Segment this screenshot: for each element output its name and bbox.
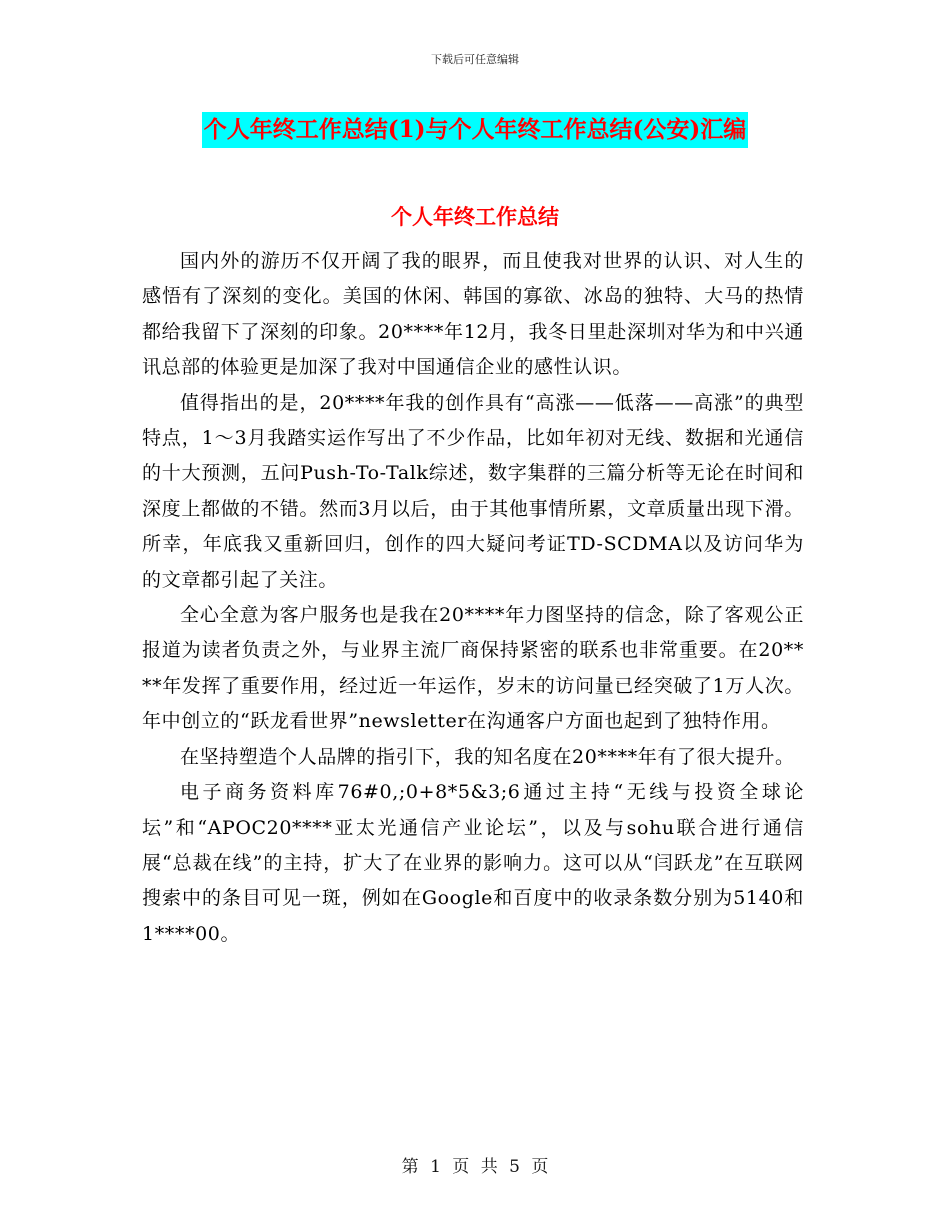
paragraph-4: 在坚持塑造个人品牌的指引下，我的知名度在20****年有了很大提升。 <box>180 745 795 768</box>
page-footer <box>0 1155 950 1179</box>
paragraph-3: 全心全意为客户服务也是我在20****年力图坚持的信念，除了客观公正报道为读者负责之外，与业界主流厂商保持紧密的联系也非常重要。在20****年发挥了重要作用，经过近一年运作，岁末的访问量已经突破了1万人次。年中创立的“跃龙看世界”newsletter在沟通客户方面也起到了独特作用。 <box>142 604 804 733</box>
paragraph-2: 值得指出的是，20****年我的创作具有“高涨——低落——高涨”的典型特点，1～3月我踏实运作写出了不少作品，比如年初对无线、数据和光通信的十大预测，五问Push-To-Talk综述，数字集群的三篇分析等无论在时间和深度上都做的不错。然而3月以后，由于其他事情所累，文章质量出现下滑。所幸，年底我又重新回归，创作的四大疑问考证TD-SCDMA以及访问华为的文章都引起了关注。 <box>142 391 804 591</box>
main-title-container <box>0 112 950 148</box>
paragraph-1: 国内外的游历不仅开阔了我的眼界，而且使我对世界的认识、对人生的感悟有了深刻的变化。美国的休闲、韩国的寡欲、冰岛的独特、大马的热情都给我留下了深刻的印象。20****年12月，我冬日里赴深圳对华为和中兴通讯总部的体验更是加深了我对中国通信企业的感性认识。 <box>142 250 804 379</box>
section-title: 个人年终工作总结 <box>391 204 559 229</box>
document-body <box>142 244 804 952</box>
page-header <box>0 52 950 68</box>
page-indicator: 第 1 页 共 5 页 <box>401 1157 549 1177</box>
header-note: 下载后可任意编辑 <box>431 53 519 66</box>
main-title: 个人年终工作总结(1)与个人年终工作总结(公安)汇编 <box>202 112 749 148</box>
paragraph-5: 电子商务资料库76#0,;0+8*5&3;6通过主持“无线与投资全球论坛”和“APOC20****亚太光通信产业论坛”，以及与sohu联合进行通信展“总裁在线”的主持，扩大了在业界的影响力。这可以从“闫跃龙”在互联网搜索中的条目可见一斑，例如在Google和百度中的收录条数分别为5140和1****00。 <box>142 781 804 945</box>
